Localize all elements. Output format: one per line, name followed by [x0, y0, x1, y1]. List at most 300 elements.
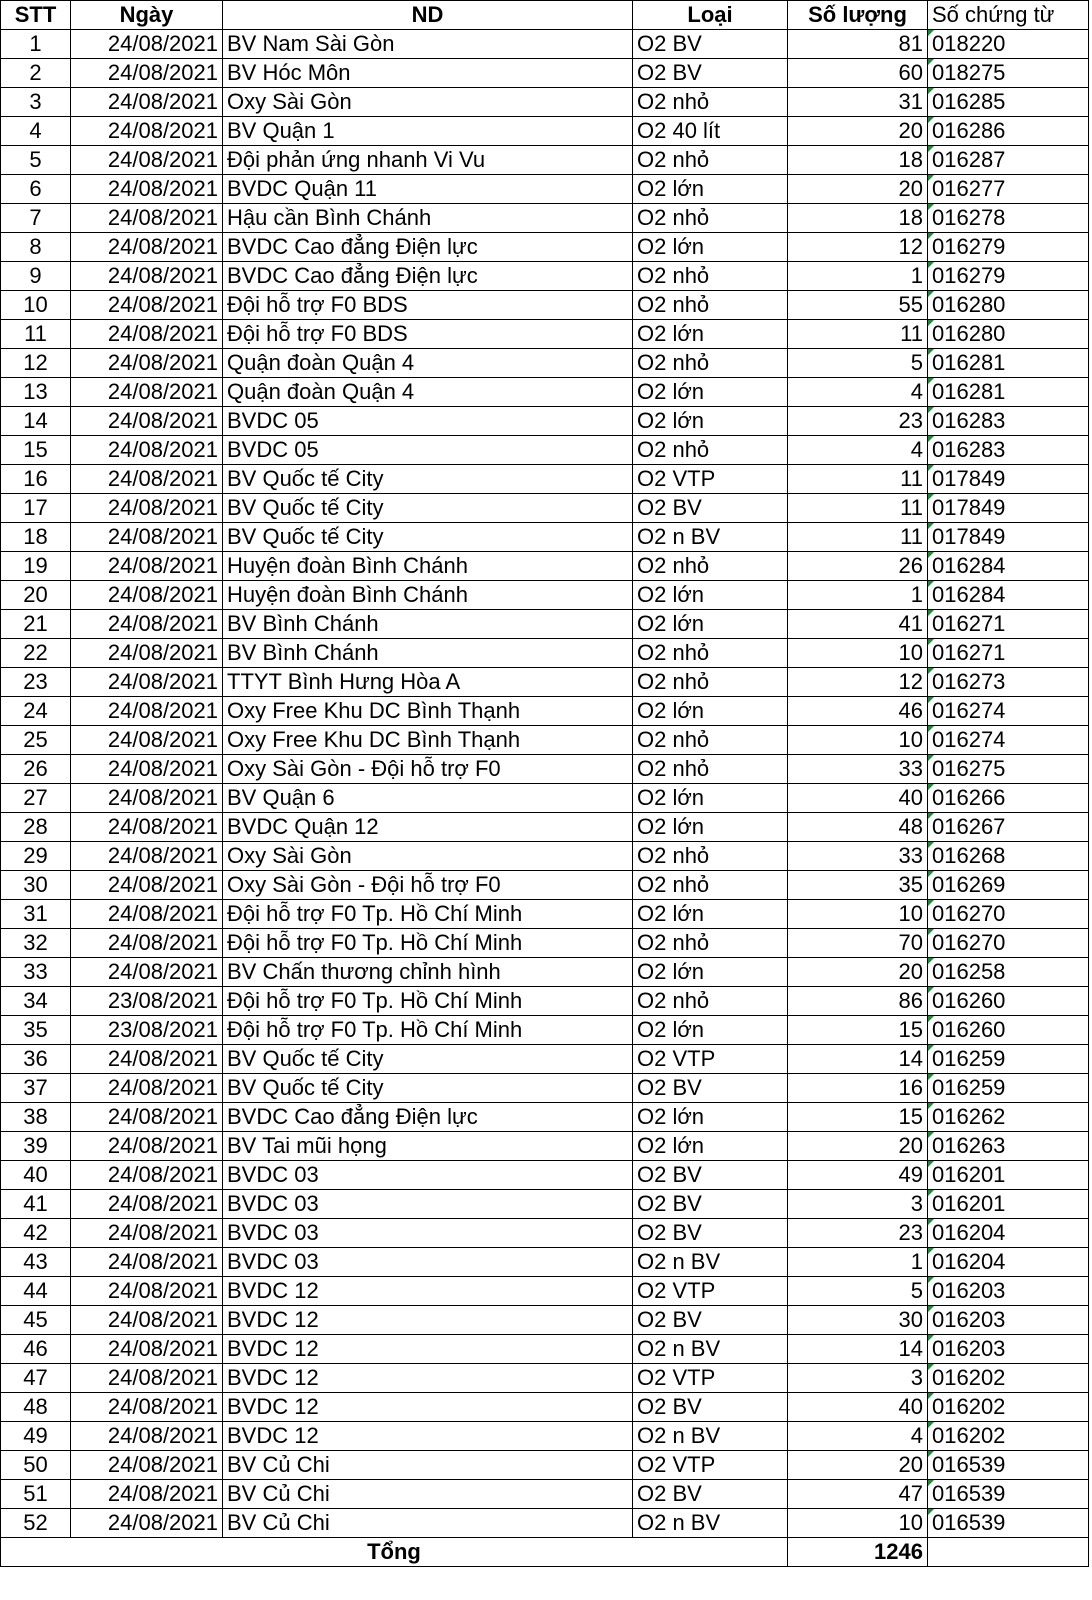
cell-quantity[interactable]: 20: [788, 1451, 928, 1480]
cell-document-number[interactable]: 016201: [928, 1161, 1089, 1190]
cell-document-number[interactable]: 016273: [928, 668, 1089, 697]
cell-type[interactable]: O2 nhỏ: [633, 88, 788, 117]
cell-stt[interactable]: 21: [1, 610, 71, 639]
cell-document-number[interactable]: 016204: [928, 1219, 1089, 1248]
cell-quantity[interactable]: 12: [788, 233, 928, 262]
cell-stt[interactable]: 44: [1, 1277, 71, 1306]
cell-stt[interactable]: 23: [1, 668, 71, 697]
cell-type[interactable]: O2 nhỏ: [633, 668, 788, 697]
cell-quantity[interactable]: 23: [788, 1219, 928, 1248]
cell-quantity[interactable]: 47: [788, 1480, 928, 1509]
cell-type[interactable]: O2 VTP: [633, 1364, 788, 1393]
cell-type[interactable]: O2 lớn: [633, 1103, 788, 1132]
cell-nd[interactable]: BVDC 12: [223, 1422, 633, 1451]
cell-nd[interactable]: Huyện đoàn Bình Chánh: [223, 552, 633, 581]
cell-type[interactable]: O2 nhỏ: [633, 291, 788, 320]
cell-nd[interactable]: BV Củ Chi: [223, 1509, 633, 1538]
cell-stt[interactable]: 29: [1, 842, 71, 871]
cell-nd[interactable]: Oxy Sài Gòn - Đội hỗ trợ F0: [223, 755, 633, 784]
cell-document-number[interactable]: 016281: [928, 378, 1089, 407]
cell-quantity[interactable]: 14: [788, 1335, 928, 1364]
cell-type[interactable]: O2 nhỏ: [633, 987, 788, 1016]
cell-quantity[interactable]: 20: [788, 117, 928, 146]
header-nd[interactable]: ND: [223, 1, 633, 30]
cell-nd[interactable]: BV Tai mũi họng: [223, 1132, 633, 1161]
cell-nd[interactable]: BV Quận 6: [223, 784, 633, 813]
cell-nd[interactable]: BVDC 03: [223, 1190, 633, 1219]
cell-document-number[interactable]: 016280: [928, 320, 1089, 349]
cell-nd[interactable]: BV Bình Chánh: [223, 639, 633, 668]
cell-nd[interactable]: BVDC Quận 11: [223, 175, 633, 204]
cell-quantity[interactable]: 11: [788, 465, 928, 494]
cell-type[interactable]: O2 nhỏ: [633, 436, 788, 465]
cell-type[interactable]: O2 lớn: [633, 900, 788, 929]
cell-document-number[interactable]: 016539: [928, 1451, 1089, 1480]
cell-document-number[interactable]: 016203: [928, 1277, 1089, 1306]
cell-nd[interactable]: Đội phản ứng nhanh Vi Vu: [223, 146, 633, 175]
cell-document-number[interactable]: 016258: [928, 958, 1089, 987]
cell-nd[interactable]: Đội hỗ trợ F0 Tp. Hồ Chí Minh: [223, 900, 633, 929]
cell-stt[interactable]: 33: [1, 958, 71, 987]
cell-date[interactable]: 23/08/2021: [71, 1016, 223, 1045]
cell-date[interactable]: 24/08/2021: [71, 407, 223, 436]
cell-type[interactable]: O2 lớn: [633, 1132, 788, 1161]
cell-date[interactable]: 24/08/2021: [71, 1393, 223, 1422]
cell-date[interactable]: 24/08/2021: [71, 726, 223, 755]
cell-quantity[interactable]: 40: [788, 1393, 928, 1422]
cell-quantity[interactable]: 49: [788, 1161, 928, 1190]
cell-date[interactable]: 24/08/2021: [71, 1364, 223, 1393]
cell-date[interactable]: 24/08/2021: [71, 30, 223, 59]
cell-date[interactable]: 24/08/2021: [71, 436, 223, 465]
cell-type[interactable]: O2 nhỏ: [633, 552, 788, 581]
cell-document-number[interactable]: 016283: [928, 407, 1089, 436]
cell-type[interactable]: O2 VTP: [633, 1277, 788, 1306]
cell-stt[interactable]: 40: [1, 1161, 71, 1190]
cell-nd[interactable]: BV Quận 1: [223, 117, 633, 146]
cell-date[interactable]: 24/08/2021: [71, 146, 223, 175]
cell-stt[interactable]: 9: [1, 262, 71, 291]
cell-document-number[interactable]: 016271: [928, 639, 1089, 668]
cell-stt[interactable]: 41: [1, 1190, 71, 1219]
cell-date[interactable]: 24/08/2021: [71, 552, 223, 581]
total-value[interactable]: 1246: [788, 1538, 928, 1567]
cell-type[interactable]: O2 n BV: [633, 1422, 788, 1451]
cell-document-number[interactable]: 016267: [928, 813, 1089, 842]
cell-stt[interactable]: 1: [1, 30, 71, 59]
cell-nd[interactable]: Oxy Sài Gòn: [223, 88, 633, 117]
cell-date[interactable]: 24/08/2021: [71, 494, 223, 523]
cell-quantity[interactable]: 12: [788, 668, 928, 697]
cell-stt[interactable]: 34: [1, 987, 71, 1016]
cell-type[interactable]: O2 nhỏ: [633, 871, 788, 900]
cell-stt[interactable]: 38: [1, 1103, 71, 1132]
cell-stt[interactable]: 28: [1, 813, 71, 842]
cell-type[interactable]: O2 n BV: [633, 523, 788, 552]
cell-stt[interactable]: 50: [1, 1451, 71, 1480]
header-date[interactable]: Ngày: [71, 1, 223, 30]
cell-nd[interactable]: BV Nam Sài Gòn: [223, 30, 633, 59]
cell-stt[interactable]: 11: [1, 320, 71, 349]
cell-document-number[interactable]: 016539: [928, 1509, 1089, 1538]
cell-stt[interactable]: 49: [1, 1422, 71, 1451]
cell-type[interactable]: O2 BV: [633, 1161, 788, 1190]
header-type[interactable]: Loại: [633, 1, 788, 30]
cell-nd[interactable]: Oxy Free Khu DC Bình Thạnh: [223, 726, 633, 755]
cell-stt[interactable]: 5: [1, 146, 71, 175]
cell-stt[interactable]: 4: [1, 117, 71, 146]
cell-stt[interactable]: 12: [1, 349, 71, 378]
cell-document-number[interactable]: 016274: [928, 726, 1089, 755]
cell-type[interactable]: O2 n BV: [633, 1335, 788, 1364]
cell-type[interactable]: O2 nhỏ: [633, 639, 788, 668]
total-label[interactable]: Tổng: [1, 1538, 788, 1567]
cell-type[interactable]: O2 n BV: [633, 1509, 788, 1538]
cell-nd[interactable]: BVDC 03: [223, 1248, 633, 1277]
cell-document-number[interactable]: 016271: [928, 610, 1089, 639]
cell-stt[interactable]: 25: [1, 726, 71, 755]
header-stt[interactable]: STT: [1, 1, 71, 30]
cell-quantity[interactable]: 3: [788, 1364, 928, 1393]
cell-quantity[interactable]: 10: [788, 900, 928, 929]
cell-stt[interactable]: 8: [1, 233, 71, 262]
cell-quantity[interactable]: 5: [788, 349, 928, 378]
cell-nd[interactable]: BVDC 12: [223, 1277, 633, 1306]
cell-date[interactable]: 24/08/2021: [71, 784, 223, 813]
cell-type[interactable]: O2 lớn: [633, 610, 788, 639]
cell-nd[interactable]: Đội hỗ trợ F0 Tp. Hồ Chí Minh: [223, 1016, 633, 1045]
cell-type[interactable]: O2 BV: [633, 1393, 788, 1422]
cell-nd[interactable]: Đội hỗ trợ F0 Tp. Hồ Chí Minh: [223, 929, 633, 958]
cell-nd[interactable]: BV Bình Chánh: [223, 610, 633, 639]
cell-stt[interactable]: 42: [1, 1219, 71, 1248]
cell-date[interactable]: 24/08/2021: [71, 1161, 223, 1190]
cell-stt[interactable]: 39: [1, 1132, 71, 1161]
cell-document-number[interactable]: 016263: [928, 1132, 1089, 1161]
cell-date[interactable]: 24/08/2021: [71, 668, 223, 697]
cell-nd[interactable]: Hậu cần Bình Chánh: [223, 204, 633, 233]
cell-nd[interactable]: BVDC Cao đẳng Điện lực: [223, 262, 633, 291]
cell-nd[interactable]: BV Hóc Môn: [223, 59, 633, 88]
cell-date[interactable]: 24/08/2021: [71, 1335, 223, 1364]
cell-date[interactable]: 24/08/2021: [71, 813, 223, 842]
cell-document-number[interactable]: 016278: [928, 204, 1089, 233]
cell-date[interactable]: 24/08/2021: [71, 1248, 223, 1277]
cell-stt[interactable]: 52: [1, 1509, 71, 1538]
cell-type[interactable]: O2 nhỏ: [633, 262, 788, 291]
cell-document-number[interactable]: 016201: [928, 1190, 1089, 1219]
cell-date[interactable]: 24/08/2021: [71, 1132, 223, 1161]
cell-document-number[interactable]: 017849: [928, 494, 1089, 523]
cell-stt[interactable]: 27: [1, 784, 71, 813]
cell-quantity[interactable]: 81: [788, 30, 928, 59]
cell-nd[interactable]: Quận đoàn Quận 4: [223, 378, 633, 407]
cell-date[interactable]: 24/08/2021: [71, 1103, 223, 1132]
cell-date[interactable]: 24/08/2021: [71, 1509, 223, 1538]
cell-document-number[interactable]: 016262: [928, 1103, 1089, 1132]
header-document-number[interactable]: Số chứng từ: [928, 1, 1089, 30]
cell-document-number[interactable]: 016259: [928, 1045, 1089, 1074]
cell-type[interactable]: O2 lớn: [633, 407, 788, 436]
cell-document-number[interactable]: 016269: [928, 871, 1089, 900]
cell-quantity[interactable]: 1: [788, 581, 928, 610]
cell-document-number[interactable]: 018220: [928, 30, 1089, 59]
cell-document-number[interactable]: 016270: [928, 900, 1089, 929]
cell-stt[interactable]: 31: [1, 900, 71, 929]
cell-document-number[interactable]: 016279: [928, 233, 1089, 262]
cell-stt[interactable]: 26: [1, 755, 71, 784]
cell-nd[interactable]: BV Quốc tế City: [223, 1074, 633, 1103]
cell-stt[interactable]: 30: [1, 871, 71, 900]
cell-nd[interactable]: BVDC 12: [223, 1393, 633, 1422]
cell-type[interactable]: O2 nhỏ: [633, 726, 788, 755]
cell-quantity[interactable]: 4: [788, 1422, 928, 1451]
cell-stt[interactable]: 10: [1, 291, 71, 320]
cell-date[interactable]: 24/08/2021: [71, 958, 223, 987]
cell-document-number[interactable]: 017849: [928, 465, 1089, 494]
cell-quantity[interactable]: 11: [788, 320, 928, 349]
cell-nd[interactable]: BV Quốc tế City: [223, 494, 633, 523]
cell-quantity[interactable]: 46: [788, 697, 928, 726]
cell-nd[interactable]: BV Củ Chi: [223, 1480, 633, 1509]
cell-date[interactable]: 24/08/2021: [71, 755, 223, 784]
cell-nd[interactable]: BVDC 03: [223, 1219, 633, 1248]
cell-date[interactable]: 24/08/2021: [71, 1422, 223, 1451]
cell-quantity[interactable]: 11: [788, 523, 928, 552]
cell-type[interactable]: O2 lớn: [633, 1016, 788, 1045]
cell-document-number[interactable]: 016285: [928, 88, 1089, 117]
cell-type[interactable]: O2 BV: [633, 30, 788, 59]
cell-date[interactable]: 24/08/2021: [71, 465, 223, 494]
cell-document-number[interactable]: 016266: [928, 784, 1089, 813]
cell-date[interactable]: 24/08/2021: [71, 1190, 223, 1219]
cell-stt[interactable]: 19: [1, 552, 71, 581]
cell-quantity[interactable]: 14: [788, 1045, 928, 1074]
cell-quantity[interactable]: 16: [788, 1074, 928, 1103]
cell-quantity[interactable]: 10: [788, 726, 928, 755]
cell-nd[interactable]: Đội hỗ trợ F0 Tp. Hồ Chí Minh: [223, 987, 633, 1016]
cell-stt[interactable]: 18: [1, 523, 71, 552]
cell-stt[interactable]: 13: [1, 378, 71, 407]
cell-date[interactable]: 24/08/2021: [71, 233, 223, 262]
cell-type[interactable]: O2 BV: [633, 1306, 788, 1335]
cell-stt[interactable]: 24: [1, 697, 71, 726]
cell-quantity[interactable]: 20: [788, 1132, 928, 1161]
header-quantity[interactable]: Số lượng: [788, 1, 928, 30]
cell-type[interactable]: O2 BV: [633, 1480, 788, 1509]
cell-date[interactable]: 24/08/2021: [71, 88, 223, 117]
cell-nd[interactable]: BV Quốc tế City: [223, 1045, 633, 1074]
cell-type[interactable]: O2 lớn: [633, 697, 788, 726]
cell-nd[interactable]: TTYT Bình Hưng Hòa A: [223, 668, 633, 697]
cell-quantity[interactable]: 23: [788, 407, 928, 436]
cell-date[interactable]: 24/08/2021: [71, 117, 223, 146]
cell-date[interactable]: 24/08/2021: [71, 871, 223, 900]
cell-stt[interactable]: 32: [1, 929, 71, 958]
cell-document-number[interactable]: 016260: [928, 987, 1089, 1016]
cell-date[interactable]: 24/08/2021: [71, 59, 223, 88]
cell-quantity[interactable]: 4: [788, 378, 928, 407]
cell-date[interactable]: 24/08/2021: [71, 378, 223, 407]
cell-document-number[interactable]: 016204: [928, 1248, 1089, 1277]
cell-quantity[interactable]: 3: [788, 1190, 928, 1219]
cell-nd[interactable]: Oxy Free Khu DC Bình Thạnh: [223, 697, 633, 726]
cell-nd[interactable]: BVDC Cao đẳng Điện lực: [223, 1103, 633, 1132]
cell-date[interactable]: 24/08/2021: [71, 1219, 223, 1248]
cell-type[interactable]: O2 lớn: [633, 233, 788, 262]
cell-type[interactable]: O2 nhỏ: [633, 842, 788, 871]
cell-date[interactable]: 24/08/2021: [71, 262, 223, 291]
cell-stt[interactable]: 16: [1, 465, 71, 494]
cell-date[interactable]: 24/08/2021: [71, 581, 223, 610]
cell-date[interactable]: 24/08/2021: [71, 1306, 223, 1335]
cell-document-number[interactable]: 016286: [928, 117, 1089, 146]
cell-type[interactable]: O2 nhỏ: [633, 204, 788, 233]
cell-document-number[interactable]: 016274: [928, 697, 1089, 726]
cell-type[interactable]: O2 BV: [633, 1219, 788, 1248]
cell-stt[interactable]: 7: [1, 204, 71, 233]
cell-nd[interactable]: BV Quốc tế City: [223, 465, 633, 494]
cell-date[interactable]: 24/08/2021: [71, 639, 223, 668]
cell-stt[interactable]: 15: [1, 436, 71, 465]
cell-quantity[interactable]: 10: [788, 1509, 928, 1538]
cell-type[interactable]: O2 lớn: [633, 320, 788, 349]
cell-nd[interactable]: BV Củ Chi: [223, 1451, 633, 1480]
cell-nd[interactable]: BVDC Quận 12: [223, 813, 633, 842]
cell-nd[interactable]: BVDC 12: [223, 1306, 633, 1335]
cell-document-number[interactable]: 016268: [928, 842, 1089, 871]
cell-quantity[interactable]: 55: [788, 291, 928, 320]
cell-quantity[interactable]: 40: [788, 784, 928, 813]
cell-document-number[interactable]: 016539: [928, 1480, 1089, 1509]
cell-stt[interactable]: 22: [1, 639, 71, 668]
cell-nd[interactable]: Oxy Sài Gòn - Đội hỗ trợ F0: [223, 871, 633, 900]
cell-date[interactable]: 24/08/2021: [71, 291, 223, 320]
cell-stt[interactable]: 35: [1, 1016, 71, 1045]
cell-document-number[interactable]: 016259: [928, 1074, 1089, 1103]
cell-document-number[interactable]: 016275: [928, 755, 1089, 784]
cell-type[interactable]: O2 BV: [633, 494, 788, 523]
cell-quantity[interactable]: 41: [788, 610, 928, 639]
cell-nd[interactable]: Đội hỗ trợ F0 BDS: [223, 291, 633, 320]
cell-date[interactable]: 24/08/2021: [71, 697, 223, 726]
cell-nd[interactable]: BV Quốc tế City: [223, 523, 633, 552]
cell-nd[interactable]: BVDC 05: [223, 436, 633, 465]
cell-document-number[interactable]: 016284: [928, 581, 1089, 610]
cell-document-number[interactable]: 016270: [928, 929, 1089, 958]
cell-nd[interactable]: Oxy Sài Gòn: [223, 842, 633, 871]
cell-date[interactable]: 24/08/2021: [71, 320, 223, 349]
cell-quantity[interactable]: 18: [788, 146, 928, 175]
cell-date[interactable]: 23/08/2021: [71, 987, 223, 1016]
cell-document-number[interactable]: 016279: [928, 262, 1089, 291]
cell-type[interactable]: O2 nhỏ: [633, 755, 788, 784]
cell-stt[interactable]: 37: [1, 1074, 71, 1103]
cell-quantity[interactable]: 18: [788, 204, 928, 233]
cell-nd[interactable]: BVDC 05: [223, 407, 633, 436]
cell-quantity[interactable]: 1: [788, 1248, 928, 1277]
cell-quantity[interactable]: 15: [788, 1103, 928, 1132]
cell-date[interactable]: 24/08/2021: [71, 175, 223, 204]
cell-quantity[interactable]: 1: [788, 262, 928, 291]
cell-stt[interactable]: 47: [1, 1364, 71, 1393]
cell-type[interactable]: O2 nhỏ: [633, 929, 788, 958]
cell-quantity[interactable]: 26: [788, 552, 928, 581]
cell-stt[interactable]: 45: [1, 1306, 71, 1335]
cell-quantity[interactable]: 31: [788, 88, 928, 117]
cell-date[interactable]: 24/08/2021: [71, 1045, 223, 1074]
cell-type[interactable]: O2 BV: [633, 59, 788, 88]
cell-document-number[interactable]: 016287: [928, 146, 1089, 175]
cell-document-number[interactable]: 016202: [928, 1364, 1089, 1393]
cell-type[interactable]: O2 BV: [633, 1074, 788, 1103]
cell-date[interactable]: 24/08/2021: [71, 610, 223, 639]
cell-nd[interactable]: Quận đoàn Quận 4: [223, 349, 633, 378]
cell-stt[interactable]: 2: [1, 59, 71, 88]
cell-quantity[interactable]: 5: [788, 1277, 928, 1306]
cell-date[interactable]: 24/08/2021: [71, 1277, 223, 1306]
cell-document-number[interactable]: 018275: [928, 59, 1089, 88]
cell-document-number[interactable]: 016284: [928, 552, 1089, 581]
cell-type[interactable]: O2 VTP: [633, 1045, 788, 1074]
cell-document-number[interactable]: 016277: [928, 175, 1089, 204]
cell-document-number[interactable]: 017849: [928, 523, 1089, 552]
cell-quantity[interactable]: 4: [788, 436, 928, 465]
cell-document-number[interactable]: 016281: [928, 349, 1089, 378]
cell-nd[interactable]: BVDC 03: [223, 1161, 633, 1190]
cell-quantity[interactable]: 86: [788, 987, 928, 1016]
cell-stt[interactable]: 14: [1, 407, 71, 436]
cell-nd[interactable]: BVDC 12: [223, 1335, 633, 1364]
cell-document-number[interactable]: 016203: [928, 1335, 1089, 1364]
cell-type[interactable]: O2 lớn: [633, 581, 788, 610]
cell-type[interactable]: O2 VTP: [633, 1451, 788, 1480]
cell-document-number[interactable]: 016283: [928, 436, 1089, 465]
cell-stt[interactable]: 46: [1, 1335, 71, 1364]
cell-quantity[interactable]: 35: [788, 871, 928, 900]
cell-quantity[interactable]: 11: [788, 494, 928, 523]
cell-document-number[interactable]: 016280: [928, 291, 1089, 320]
cell-type[interactable]: O2 lớn: [633, 378, 788, 407]
cell-type[interactable]: O2 lớn: [633, 958, 788, 987]
cell-stt[interactable]: 20: [1, 581, 71, 610]
cell-type[interactable]: O2 n BV: [633, 1248, 788, 1277]
cell-type[interactable]: O2 lớn: [633, 784, 788, 813]
cell-type[interactable]: O2 lớn: [633, 175, 788, 204]
cell-type[interactable]: O2 VTP: [633, 465, 788, 494]
cell-type[interactable]: O2 lớn: [633, 813, 788, 842]
cell-stt[interactable]: 3: [1, 88, 71, 117]
cell-date[interactable]: 24/08/2021: [71, 842, 223, 871]
cell-quantity[interactable]: 30: [788, 1306, 928, 1335]
cell-quantity[interactable]: 60: [788, 59, 928, 88]
cell-type[interactable]: O2 BV: [633, 1190, 788, 1219]
cell-stt[interactable]: 51: [1, 1480, 71, 1509]
cell-date[interactable]: 24/08/2021: [71, 204, 223, 233]
cell-quantity[interactable]: 70: [788, 929, 928, 958]
total-empty-cell[interactable]: [928, 1538, 1089, 1567]
cell-date[interactable]: 24/08/2021: [71, 929, 223, 958]
cell-date[interactable]: 24/08/2021: [71, 900, 223, 929]
cell-date[interactable]: 24/08/2021: [71, 1451, 223, 1480]
cell-nd[interactable]: BVDC 12: [223, 1364, 633, 1393]
cell-nd[interactable]: Đội hỗ trợ F0 BDS: [223, 320, 633, 349]
cell-quantity[interactable]: 20: [788, 958, 928, 987]
cell-document-number[interactable]: 016202: [928, 1393, 1089, 1422]
cell-nd[interactable]: BVDC Cao đẳng Điện lực: [223, 233, 633, 262]
cell-quantity[interactable]: 33: [788, 842, 928, 871]
cell-document-number[interactable]: 016202: [928, 1422, 1089, 1451]
